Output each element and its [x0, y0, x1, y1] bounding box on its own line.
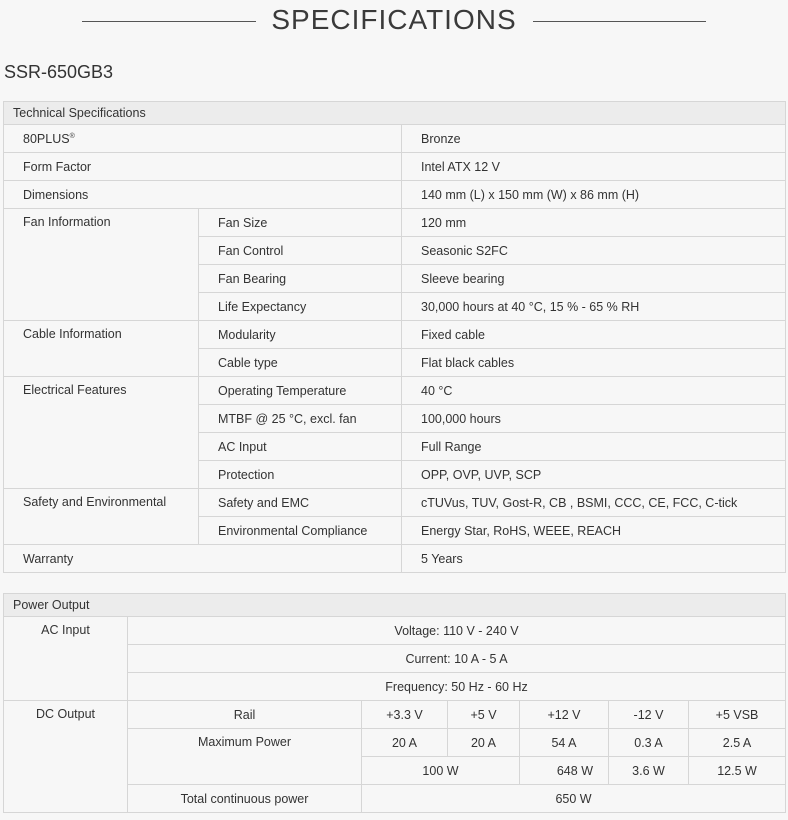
- total-power-value: 650 W: [362, 785, 786, 813]
- ac-voltage: Voltage: 110 V - 240 V: [128, 617, 786, 645]
- ac-frequency: Frequency: 50 Hz - 60 Hz: [128, 673, 786, 701]
- rail-value: +3.3 V: [362, 701, 448, 729]
- watt-value: 12.5 W: [689, 757, 786, 785]
- table-row: [4, 701, 786, 729]
- spec-sublabel: Fan Bearing: [199, 265, 402, 293]
- table-row: [4, 377, 786, 405]
- spec-sublabel: Environmental Compliance: [199, 517, 402, 545]
- table-header: Power Output: [4, 594, 786, 617]
- spec-value: Seasonic S2FC: [402, 237, 786, 265]
- amp-value: 2.5 A: [689, 729, 786, 757]
- table-row: [4, 125, 786, 153]
- table-row: [4, 617, 786, 645]
- amp-value: 54 A: [520, 729, 609, 757]
- spec-sublabel: Modularity: [199, 321, 402, 349]
- spec-value: Full Range: [402, 433, 786, 461]
- spec-sublabel: Life Expectancy: [199, 293, 402, 321]
- amp-value: 20 A: [362, 729, 448, 757]
- spec-sublabel: Fan Control: [199, 237, 402, 265]
- spec-value: Intel ATX 12 V: [402, 153, 786, 181]
- ac-input-label: AC Input: [4, 617, 128, 701]
- max-power-label: Maximum Power: [128, 729, 362, 785]
- spec-value: Fixed cable: [402, 321, 786, 349]
- spec-value: 120 mm: [402, 209, 786, 237]
- spec-value: 140 mm (L) x 150 mm (W) x 86 mm (H): [402, 181, 786, 209]
- spec-sublabel: MTBF @ 25 °C, excl. fan: [199, 405, 402, 433]
- spec-value: 100,000 hours: [402, 405, 786, 433]
- power-output-table: [3, 593, 786, 813]
- spec-sublabel: AC Input: [199, 433, 402, 461]
- table-row: [4, 489, 786, 517]
- spec-sublabel: Cable type: [199, 349, 402, 377]
- model-name: SSR-650GB3: [4, 62, 114, 82]
- amp-value: 20 A: [448, 729, 520, 757]
- spec-label: Dimensions: [4, 181, 402, 209]
- watt-value-combined: 100 W: [362, 757, 520, 785]
- technical-specifications-table: [3, 101, 786, 573]
- spec-value: Sleeve bearing: [402, 265, 786, 293]
- spec-value: cTUVus, TUV, Gost-R, CB , BSMI, CCC, CE, FCC, C-tick: [402, 489, 786, 517]
- table-header: Technical Specifications: [4, 102, 786, 125]
- page-title: SPECIFICATIONS: [271, 4, 517, 35]
- table-row: [4, 209, 786, 237]
- spec-group-label: Fan Information: [4, 209, 199, 321]
- rail-value: +5 VSB: [689, 701, 786, 729]
- table-header-row: [4, 594, 786, 617]
- rail-value: +12 V: [520, 701, 609, 729]
- rail-label: Rail: [128, 701, 362, 729]
- spec-group-label: Safety and Environmental: [4, 489, 199, 545]
- table-row: [4, 153, 786, 181]
- section-heading: [0, 0, 788, 48]
- ac-current: Current: 10 A - 5 A: [128, 645, 786, 673]
- spec-value: OPP, OVP, UVP, SCP: [402, 461, 786, 489]
- rail-value: +5 V: [448, 701, 520, 729]
- table-row: [4, 181, 786, 209]
- spec-sublabel: Protection: [199, 461, 402, 489]
- spec-value: 40 °C: [402, 377, 786, 405]
- spec-label: Warranty: [4, 545, 402, 573]
- spec-sublabel: Fan Size: [199, 209, 402, 237]
- rail-value: -12 V: [609, 701, 689, 729]
- spec-sublabel: Safety and EMC: [199, 489, 402, 517]
- spec-group-label: Cable Information: [4, 321, 199, 377]
- amp-value: 0.3 A: [609, 729, 689, 757]
- watt-value: 3.6 W: [609, 757, 689, 785]
- spec-value: 5 Years: [402, 545, 786, 573]
- spec-value: Energy Star, RoHS, WEEE, REACH: [402, 517, 786, 545]
- spec-label: Form Factor: [4, 153, 402, 181]
- heading-divider-right: [533, 21, 706, 22]
- spec-group-label: Electrical Features: [4, 377, 199, 489]
- table-header-row: [4, 102, 786, 125]
- spec-label-80plus: 80PLUS®: [4, 125, 402, 153]
- total-power-label: Total continuous power: [128, 785, 362, 813]
- dc-output-label: DC Output: [4, 701, 128, 813]
- watt-value: 648 W: [520, 757, 609, 785]
- spec-value: Flat black cables: [402, 349, 786, 377]
- spec-value: 30,000 hours at 40 °C, 15 % - 65 % RH: [402, 293, 786, 321]
- table-row: [4, 321, 786, 349]
- spec-sublabel: Operating Temperature: [199, 377, 402, 405]
- table-row: [4, 545, 786, 573]
- spec-value: Bronze: [402, 125, 786, 153]
